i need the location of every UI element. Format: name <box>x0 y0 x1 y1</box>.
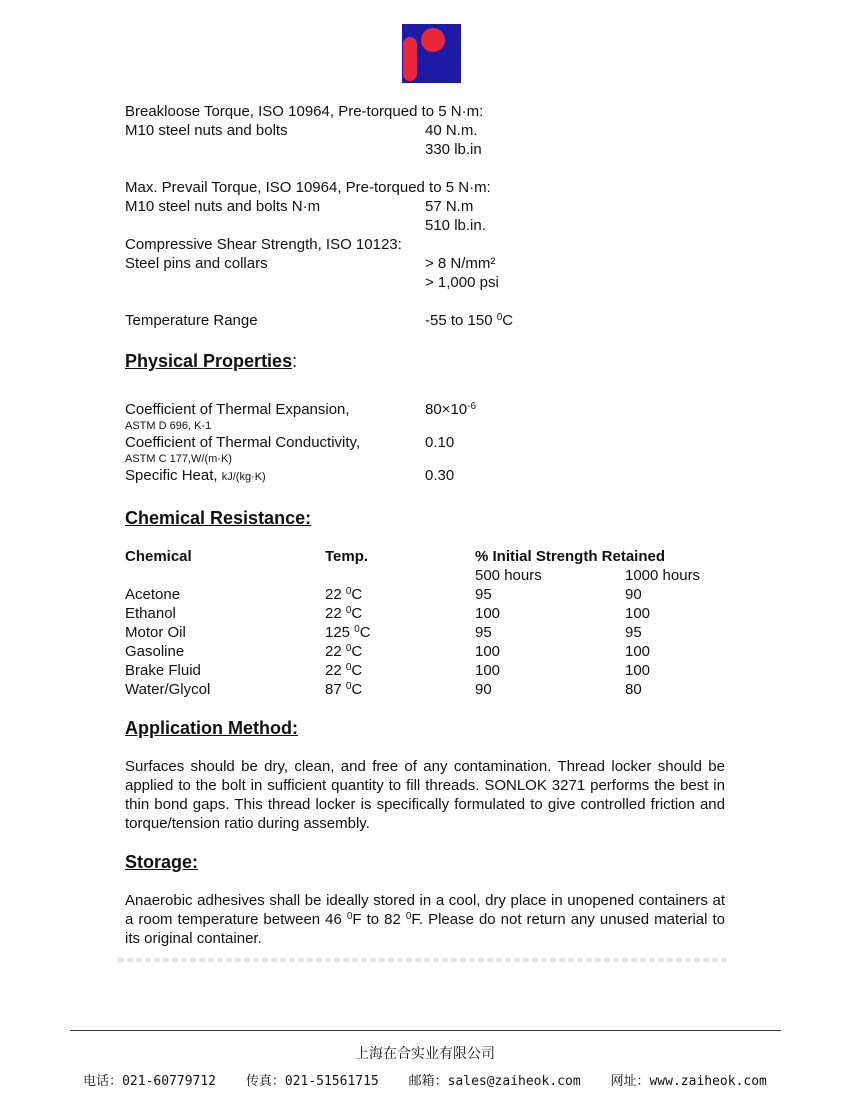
table-subheader-row <box>125 566 725 585</box>
col-strength-header: % Initial Strength Retained <box>475 548 666 565</box>
chemical-name: Acetone <box>125 586 181 603</box>
chemical-name: Motor Oil <box>125 624 186 641</box>
table-row <box>125 661 725 680</box>
breakloose-value-nm: 40 N.m. <box>425 122 478 139</box>
temperature-row <box>125 311 725 330</box>
scan-artifact-line <box>118 958 728 962</box>
physical-properties-heading: Physical Properties <box>125 351 293 371</box>
conductivity-value: 0.10 <box>425 434 455 451</box>
table-row <box>125 623 725 642</box>
document-body <box>125 102 725 948</box>
breakloose-label: M10 steel nuts and bolts <box>125 122 288 139</box>
prevail-row <box>125 197 725 216</box>
conductivity-label: Coefficient of Thermal Conductivity, <box>125 434 361 451</box>
footer-company-name: 上海在合实业有限公司 <box>355 1046 495 1062</box>
chemical-resistance-heading: Chemical Resistance: <box>125 508 312 528</box>
strength-1000h: 90 <box>625 586 642 603</box>
table-row <box>125 604 725 623</box>
specific-heat-label: Specific Heat, kJ/(kg·K) <box>125 467 266 484</box>
strength-1000h: 100 <box>625 643 651 660</box>
prevail-value-nm: 57 N.m <box>425 198 474 215</box>
strength-1000h: 80 <box>625 681 642 698</box>
footer-divider <box>70 1030 781 1031</box>
chemical-name: Water/Glycol <box>125 681 211 698</box>
temperature-value: -55 to 150 $^0$C <box>425 312 514 329</box>
temperature-label: Temperature Range <box>125 312 258 329</box>
logo-stem <box>403 37 417 81</box>
prevail-title: Max. Prevail Torque, ISO 10964, Pre-torqued to 5 N·m: <box>125 179 491 196</box>
expansion-row <box>125 400 725 419</box>
footer-fax: 传真：021-51561715 <box>245 1074 379 1089</box>
table-row <box>125 642 725 661</box>
shear-row <box>125 254 725 273</box>
shear-title: Compressive Shear Strength, ISO 10123: <box>125 236 402 253</box>
logo-dot <box>421 28 445 52</box>
footer-email: 邮箱：sales@zaiheok.com <box>408 1074 581 1089</box>
shear-label: Steel pins and collars <box>125 255 268 272</box>
chemical-temp: 22 $^0$C <box>325 643 363 660</box>
strength-500h: 90 <box>475 681 492 698</box>
chemical-name: Brake Fluid <box>125 662 201 679</box>
chemical-temp: 87 $^0$C <box>325 681 363 698</box>
storage-heading-wrap <box>125 851 725 873</box>
chemical-temp: 22 $^0$C <box>325 586 363 603</box>
storage-text: Anaerobic adhesives shall be ideally stored in a cool, dry place in unopened containers at a room temperature between 46 $^0$F to 82 $^0$F. Please do not return any unused material to its original container. <box>125 892 725 947</box>
strength-1000h: 100 <box>625 605 651 622</box>
footer-contact <box>0 1070 850 1089</box>
shear-value-psi: > 1,000 psi <box>425 274 499 291</box>
breakloose-row <box>125 121 725 140</box>
footer-phone: 电话：021-60779712 <box>83 1074 217 1089</box>
breakloose-row-2 <box>125 140 725 159</box>
chemical-name: Ethanol <box>125 605 176 622</box>
footer-website: 网址：www.zaiheok.com <box>610 1074 767 1089</box>
table-row <box>125 680 725 699</box>
chemical-temp: 22 $^0$C <box>325 605 363 622</box>
col-chemical-header: Chemical <box>125 548 192 565</box>
col-temp-header: Temp. <box>325 548 369 565</box>
specific-heat-row <box>125 466 725 487</box>
expansion-standard: ASTM D 696, K-1 <box>125 420 212 432</box>
specific-heat-value: 0.30 <box>425 467 455 484</box>
company-logo <box>402 24 461 83</box>
strength-500h: 100 <box>475 605 501 622</box>
expansion-value: $80\times 10^{-6}$ <box>425 401 477 418</box>
prevail-value-lbin: 510 lb.in. <box>425 217 486 234</box>
table-header-row <box>125 547 725 566</box>
strength-1000h: 100 <box>625 662 651 679</box>
breakloose-title: Breakloose Torque, ISO 10964, Pre-torqued to 5 N·m: <box>125 103 484 120</box>
application-heading-wrap <box>125 717 725 739</box>
application-method-heading: Application Method: <box>125 718 298 738</box>
strength-1000h: 95 <box>625 624 642 641</box>
storage-heading: Storage: <box>125 852 199 872</box>
strength-500h: 95 <box>475 586 492 603</box>
application-method-text: Surfaces should be dry, clean, and free of any contamination. Thread locker should be applied to the bolt in sufficient quantity to fill threads. SONLOK 3271 performs the best in thin bond gaps. This thread locker is specifically formulated to give controlled friction and torque/tension ratio during assembly. <box>125 758 725 832</box>
chemical-heading-wrap <box>125 507 725 529</box>
expansion-label: Coefficient of Thermal Expansion, <box>125 401 350 418</box>
conductivity-standard: ASTM C 177,W/(m·K) <box>125 453 232 465</box>
conductivity-row <box>125 433 725 452</box>
chemical-name: Gasoline <box>125 643 185 660</box>
breakloose-value-lbin: 330 lb.in <box>425 141 482 158</box>
shear-row-2 <box>125 273 725 292</box>
prevail-row-2 <box>125 216 725 235</box>
strength-500h: 100 <box>475 643 501 660</box>
chemical-temp: 22 $^0$C <box>325 662 363 679</box>
table-row <box>125 585 725 604</box>
col-1000-header: 1000 hours <box>625 567 701 584</box>
strength-500h: 100 <box>475 662 501 679</box>
physical-heading-wrap: Physical Properties: <box>125 351 298 371</box>
shear-value-metric: > 8 N/mm² <box>425 255 496 272</box>
chemical-resistance-table <box>125 547 725 699</box>
prevail-label: M10 steel nuts and bolts N·m <box>125 198 321 215</box>
chemical-temp: 125 $^0$C <box>325 624 371 641</box>
col-500-header: 500 hours <box>475 567 542 584</box>
strength-500h: 95 <box>475 624 492 641</box>
